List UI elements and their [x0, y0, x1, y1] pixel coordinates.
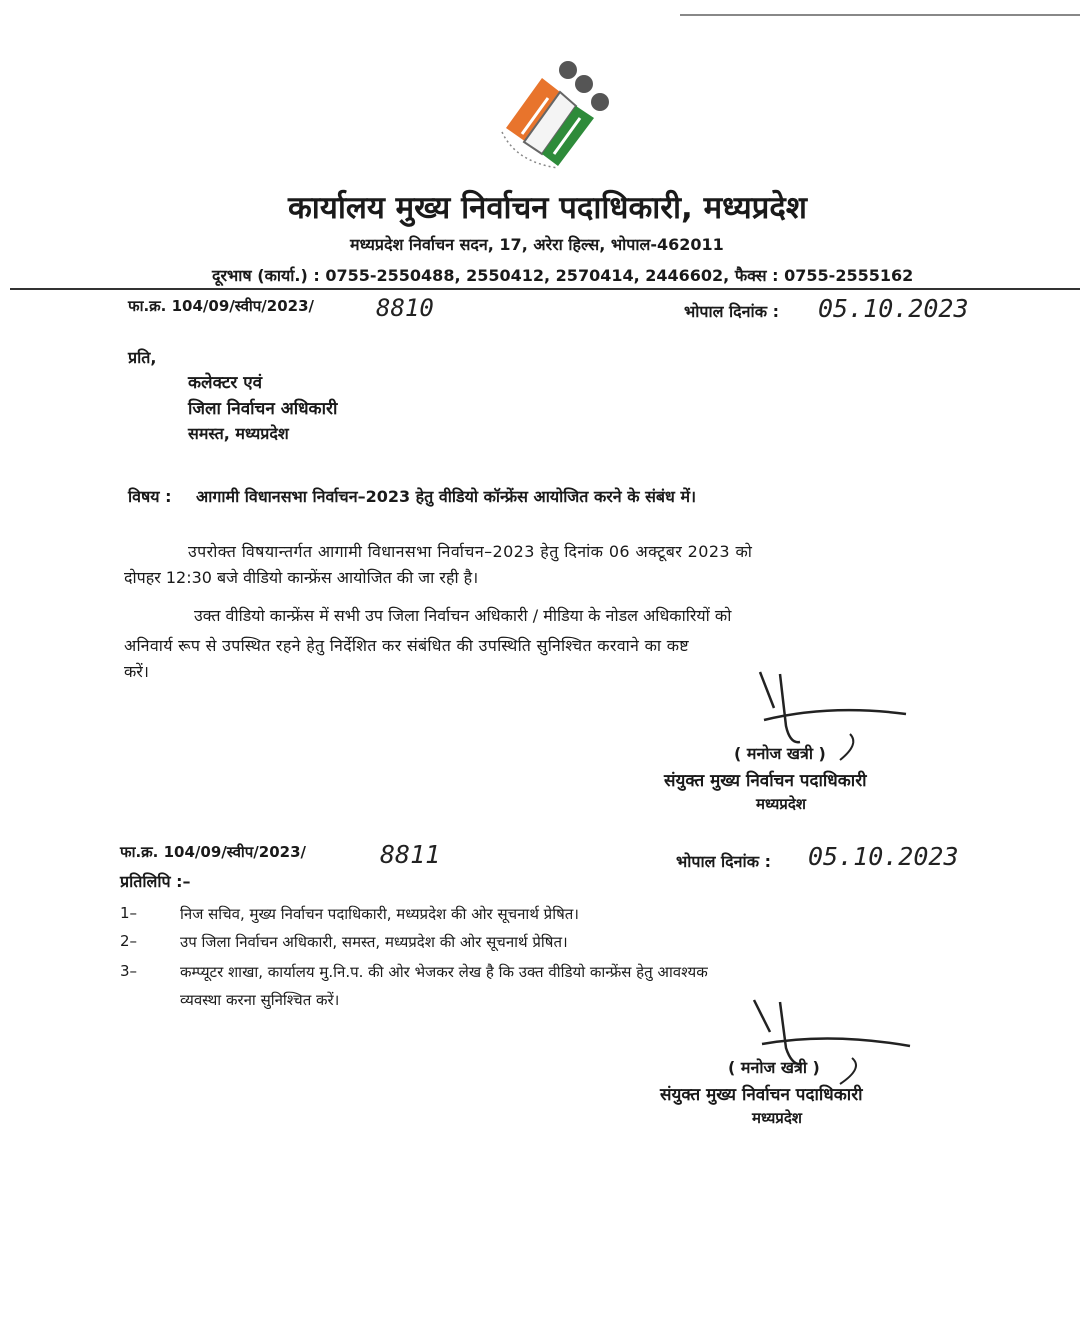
copy-label: प्रतिलिपि :–	[120, 872, 191, 891]
body-para1-line2: दोपहर 12:30 बजे वीडियो कान्फ्रेंस आयोजित की जा रही है।	[124, 568, 479, 587]
signatory-state-1: मध्यप्रदेश	[756, 795, 807, 813]
recipient-line-1: कलेक्टर एवं	[188, 373, 263, 393]
letter-date-label: भोपाल दिनांक :	[684, 302, 779, 321]
letter-date-handwritten: 05.10.2023	[818, 294, 969, 323]
body-para2-line2: अनिवार्य रूप से उपस्थित रहने हेतु निर्देशित कर संबंधित की उपस्थिति सुनिश्चित करवाने का कष्ट	[124, 636, 689, 655]
copy-item-1-text: निज सचिव, मुख्य निर्वाचन पदाधिकारी, मध्यप्रदेश की ओर सूचनार्थ प्रेषित।	[180, 905, 579, 923]
copy-item-1-number: 1–	[120, 904, 138, 922]
letter-ref-number: फा.क्र. 104/09/स्वीप/2023/	[128, 297, 315, 315]
copy-item-3-text: कम्प्यूटर शाखा, कार्यालय मु.नि.प. की ओर भेजकर लेख है कि उक्त वीडियो कान्फ्रेंस हेतु आवश्यक	[180, 963, 708, 981]
body-para2-line1: उक्त वीडियो कान्फ्रेंस में सभी उप जिला निर्वाचन अधिकारी / मीडिया के नोडल अधिकारियों को	[194, 606, 732, 625]
subject-text: आगामी विधानसभा निर्वाचन–2023 हेतु वीडियो कॉन्फ्रेंस आयोजित करने के संबंध में।	[196, 487, 697, 506]
copy-ref-number: फा.क्र. 104/09/स्वीप/2023/	[120, 843, 307, 861]
signatory-title-1: संयुक्त मुख्य निर्वाचन पदाधिकारी	[664, 771, 867, 791]
signatory-title-2: संयुक्त मुख्य निर्वाचन पदाधिकारी	[660, 1085, 863, 1105]
signatory-name-2: ( मनोज खत्री )	[728, 1058, 820, 1077]
copy-item-2-number: 2–	[120, 932, 138, 950]
copy-ref-handwritten: 8811	[380, 840, 441, 869]
body-para1-line1: उपरोक्त विषयान्तर्गत आगामी विधानसभा निर्वाचन–2023 हेतु दिनांक 06 अक्टूबर 2023 को	[188, 542, 753, 561]
body-para2-line3: करें।	[124, 662, 149, 681]
copy-item-3-number: 3–	[120, 962, 138, 980]
header-divider	[10, 288, 1080, 290]
office-address: मध्यप्रदेश निर्वाचन सदन, 17, अरेरा हिल्स, भोपाल-462011	[350, 235, 724, 254]
copy-item-3-text-line2: व्यवस्था करना सुनिश्चित करें।	[180, 991, 340, 1009]
office-title: कार्यालय मुख्य निर्वाचन पदाधिकारी, मध्यप्रदेश	[288, 190, 807, 226]
recipient-line-2: जिला निर्वाचन अधिकारी	[188, 399, 338, 419]
copy-date-handwritten: 05.10.2023	[808, 842, 959, 871]
office-phone: दूरभाष (कार्या.) : 0755-2550488, 2550412, 2570414, 2446602, फैक्स : 0755-2555162	[212, 266, 914, 285]
election-commission-logo-icon	[496, 58, 620, 170]
copy-date-label: भोपाल दिनांक :	[676, 852, 771, 871]
signatory-name-1: ( मनोज खत्री )	[734, 744, 826, 763]
to-label: प्रति,	[128, 348, 157, 367]
subject-label: विषय :	[128, 487, 172, 506]
copy-item-2-text: उप जिला निर्वाचन अधिकारी, समस्त, मध्यप्रदेश की ओर सूचनार्थ प्रेषित।	[180, 933, 568, 951]
signatory-state-2: मध्यप्रदेश	[752, 1109, 803, 1127]
top-scan-line	[680, 14, 1080, 16]
recipient-line-3: समस्त, मध्यप्रदेश	[188, 424, 289, 443]
letter-ref-handwritten: 8810	[376, 294, 434, 322]
